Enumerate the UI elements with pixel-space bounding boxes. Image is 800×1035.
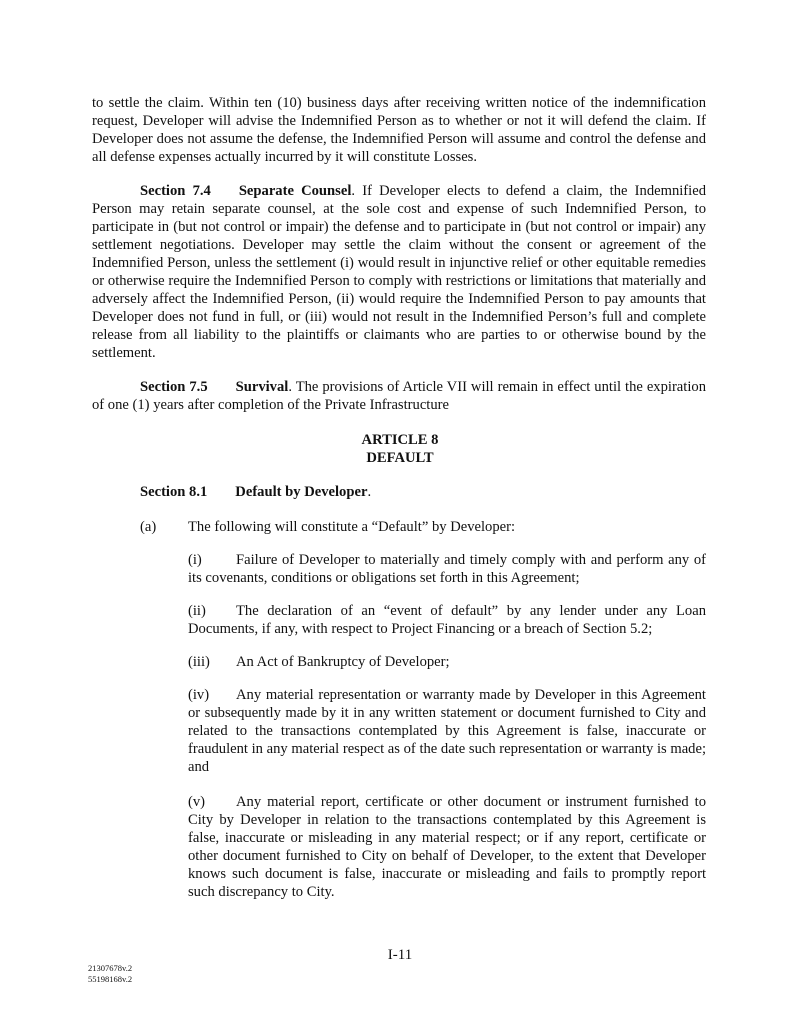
section-title: Survival	[235, 379, 289, 395]
section-number: Section 8.1	[140, 484, 208, 500]
section-text: . The provisions of Article VII will remain in effect until the expiration of one (1) years after completion of the Private Infrastructure	[92, 379, 706, 413]
section-7-4	[92, 182, 706, 362]
section-title: Separate Counsel	[238, 183, 352, 199]
section-number: Section 7.5	[140, 379, 208, 395]
clause-a-text: The following will constitute a “Default” by Developer:	[188, 519, 516, 535]
item-label: (iii)	[188, 654, 210, 670]
section-7-5	[92, 378, 706, 414]
item-label: (i)	[188, 552, 202, 568]
list-item	[188, 793, 706, 901]
item-label: (iv)	[188, 687, 210, 703]
article-number: ARTICLE 8	[361, 432, 439, 448]
item-text: Any material representation or warranty made by Developer in this Agreement or subsequently made by it in any written statement or document furnished to City and related to the transactions contemplated by this Agreement is false, inaccurate or fraudulent in any material respect as of the date such representation or warranty is made; and	[188, 687, 706, 775]
list-item	[188, 686, 706, 776]
page-number: I-11	[387, 947, 413, 963]
paragraph-continuation: to settle the claim. Within ten (10) business days after receiving written notice of the indemnification request, Developer will advise the Indemnified Person as to whether or not it will defend the claim. If Developer does not assume the defense, the Indemnified Person will assume and control the defense and all defense expenses actually incurred by it will constitute Losses.	[92, 95, 706, 165]
article-title: DEFAULT	[366, 450, 434, 466]
section-number: Section 7.4	[140, 183, 211, 199]
doc-id: 21307678v.2	[88, 963, 133, 973]
item-label: (v)	[188, 794, 206, 810]
item-text: An Act of Bankruptcy of Developer;	[236, 654, 450, 670]
section-tail: .	[367, 484, 372, 500]
item-text: Failure of Developer to materially and timely comply with and perform any of its covenants, conditions or obligations set forth in this Agreement;	[188, 552, 706, 586]
item-text: The declaration of an “event of default” by any lender under any Loan Documents, if any, with respect to Project Financing or a breach of Section 5.2;	[188, 603, 706, 637]
clause-a-label: (a)	[140, 519, 157, 535]
list-item	[188, 653, 706, 671]
doc-id: 55198168v.2	[88, 974, 133, 984]
item-label: (ii)	[188, 603, 206, 619]
list-item	[188, 551, 706, 587]
item-text: Any material report, certificate or other document or instrument furnished to City by Developer in relation to the transactions contemplated by this Agreement is false, inaccurate or misleading in any material respect; or if any report, certificate or other document furnished to City on behalf of Developer, to the extent that Developer knows such document is false, inaccurate or misleading and fails to promptly report such discrepancy to City.	[188, 794, 706, 900]
section-title: Default by Developer	[235, 484, 368, 500]
section-8-1	[140, 483, 371, 501]
list-item	[188, 602, 706, 638]
section-text: . If Developer elects to defend a claim, the Indemnified Person may retain separate counsel, at the sole cost and expense of such Indemnified Person, to participate in (but not control or impair) the defense and to participate in (but not control or impair) any settlement negotiations. Developer may settle the claim without the consent or agreement of the Indemnified Person, unless the settlement (i) would result in injunctive relief or other equitable remedies or otherwise require the Indemnified Person to comply with restrictions or limitations that materially and adversely affect the Indemnified Person, (ii) would require the Indemnified Person to pay amounts that Developer does not fund in full, or (iii) would not result in the Indemnified Person’s full and complete release from all liability to the plaintiffs or claimants who are parties to or otherwise bound by the settlement.	[92, 183, 706, 361]
